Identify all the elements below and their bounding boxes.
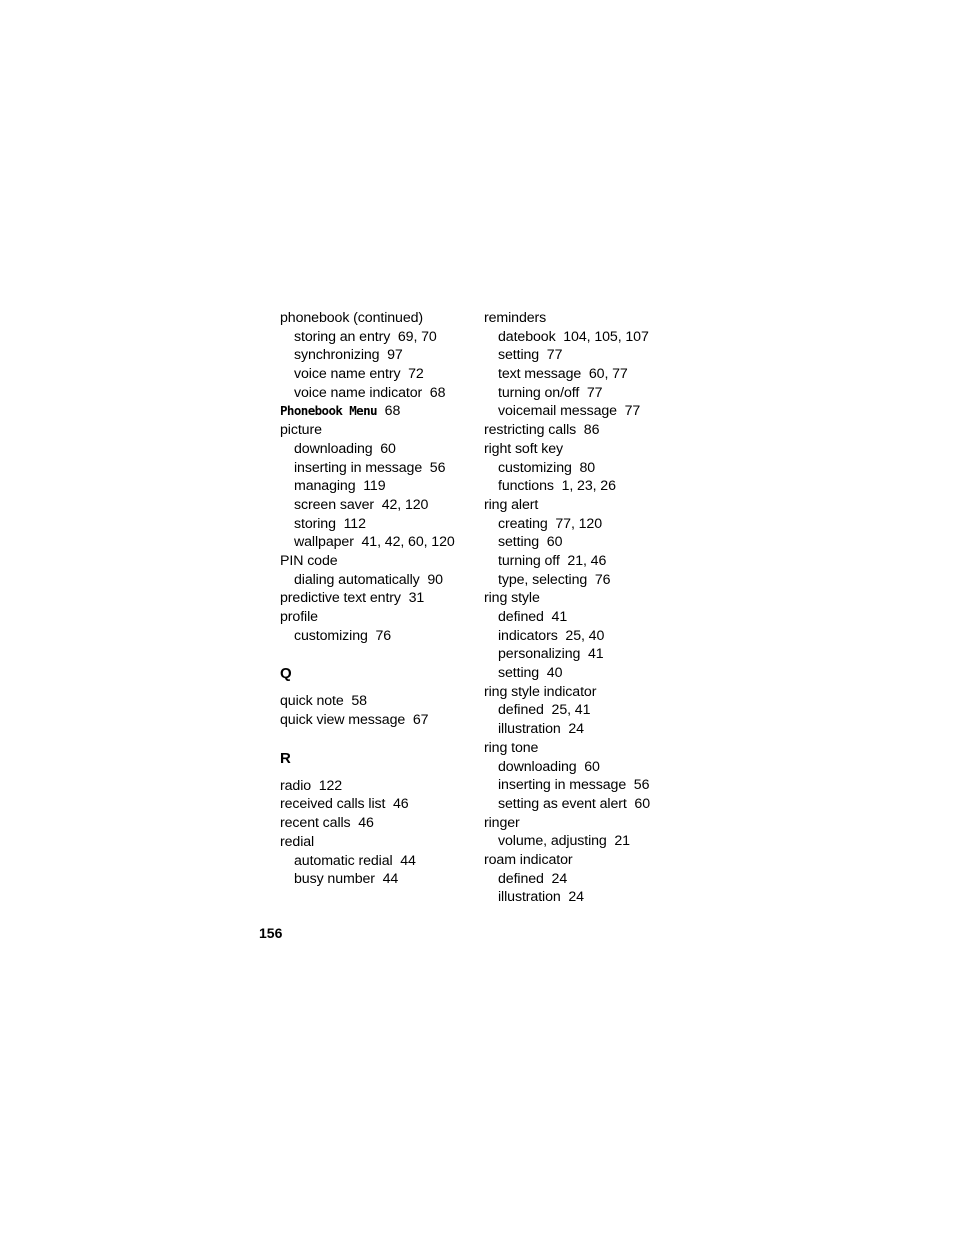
- index-column-left: [280, 309, 470, 889]
- index-subentry: dialing automatically 90: [294, 571, 443, 588]
- index-entry: roam indicator: [484, 851, 573, 868]
- page-number: 156: [259, 925, 283, 941]
- index-subentry: synchronizing 97: [294, 347, 403, 364]
- index-subentry: downloading 60: [294, 440, 396, 457]
- index-subentry: setting 77: [498, 347, 563, 364]
- heading-spacer: [280, 768, 470, 777]
- index-entry: radio 122: [280, 777, 343, 794]
- index-entry: restricting calls 86: [484, 422, 600, 439]
- index-subentry: inserting in message 56: [498, 777, 650, 794]
- index-subentry: screen saver 42, 120: [294, 496, 429, 513]
- index-subentry: customizing 76: [294, 627, 392, 644]
- index-entry: ringer: [484, 814, 520, 831]
- section-gap: [280, 645, 470, 664]
- index-subentry: illustration 24: [498, 721, 584, 738]
- index-subentry: managing 119: [294, 478, 386, 495]
- menu-term: Phonebook Menu: [280, 403, 377, 419]
- index-subentry: automatic redial 44: [294, 852, 416, 869]
- index-subentry: customizing 80: [498, 459, 596, 476]
- index-subentry: inserting in message 56: [294, 459, 446, 476]
- index-entry: reminders: [484, 310, 547, 326]
- index-subentry: setting 60: [498, 534, 563, 551]
- index-subentry: storing an entry 69, 70: [294, 328, 437, 345]
- index-entry: quick note 58: [280, 693, 367, 710]
- index-subentry: voicemail message 77: [498, 403, 641, 420]
- index-subentry: turning off 21, 46: [498, 552, 607, 569]
- index-entry: ring style: [484, 590, 540, 607]
- index-subentry: type, selecting 76: [498, 571, 611, 588]
- index-subentry: volume, adjusting 21: [498, 833, 630, 850]
- index-entry: phonebook (continued): [280, 310, 424, 326]
- index-entry: ring alert: [484, 496, 539, 513]
- index-subentry: text message 60, 77: [498, 366, 628, 383]
- section-heading: Q: [280, 665, 292, 683]
- section-heading: R: [280, 749, 291, 767]
- index-subentry: indicators 25, 40: [498, 627, 605, 644]
- index-subentry: voice name entry 72: [294, 366, 424, 383]
- index-entry: ring style indicator: [484, 683, 597, 700]
- index-subentry: voice name indicator 68: [294, 384, 446, 401]
- index-subentry: illustration 24: [498, 889, 584, 906]
- index-entry: recent calls 46: [280, 815, 374, 832]
- index-entry: quick view message 67: [280, 712, 429, 729]
- index-subentry: personalizing 41: [498, 646, 604, 663]
- index-entry: right soft key: [484, 440, 564, 457]
- index-subentry: busy number 44: [294, 871, 399, 888]
- index-subentry: defined 24: [498, 870, 568, 887]
- index-subentry: creating 77, 120: [498, 515, 602, 532]
- index-subentry: setting as event alert 60: [498, 795, 650, 812]
- index-subentry: datebook 104, 105, 107: [498, 328, 649, 345]
- index-subentry: turning on/off 77: [498, 384, 603, 401]
- index-column-right: [484, 309, 674, 907]
- heading-spacer: [280, 683, 470, 692]
- index-subentry: wallpaper 41, 42, 60, 120: [294, 534, 455, 551]
- index-entry: profile: [280, 609, 318, 625]
- index-entry: received calls list 46: [280, 796, 409, 813]
- index-subentry: storing 112: [294, 515, 366, 532]
- index-subentry: defined 25, 41: [498, 702, 591, 719]
- index-subentry: setting 40: [498, 665, 563, 682]
- section-gap: [280, 730, 470, 749]
- index-entry: PIN code: [280, 552, 338, 569]
- index-subentry: downloading 60: [498, 758, 600, 775]
- index-subentry: defined 41: [498, 609, 568, 625]
- index-entry: ring tone: [484, 739, 539, 756]
- index-entry: redial: [280, 833, 315, 850]
- index-entry: predictive text entry 31: [280, 590, 425, 607]
- index-subentry: functions 1, 23, 26: [498, 478, 616, 495]
- index-entry: picture: [280, 422, 322, 439]
- index-entry: [280, 402, 470, 421]
- term-separator: [377, 403, 385, 419]
- page-reference: 68: [384, 403, 401, 420]
